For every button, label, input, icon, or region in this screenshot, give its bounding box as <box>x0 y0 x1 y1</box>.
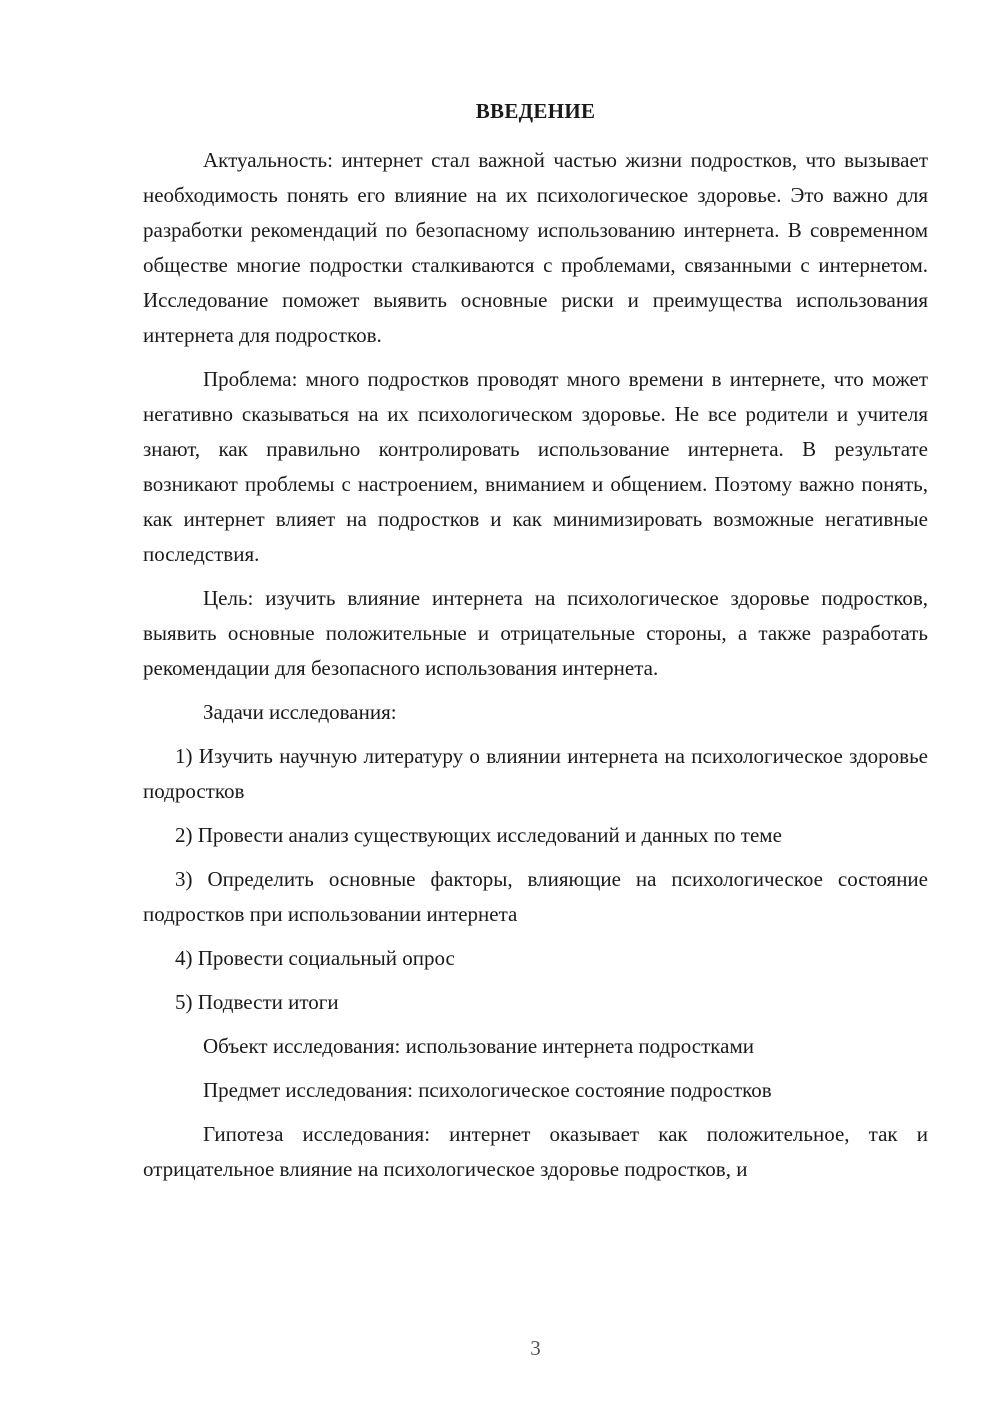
paragraph-hypothesis: Гипотеза исследования: интернет оказывает как положительное, так и отрицательное влияние на психологическое здоровье подростков, и <box>143 1122 928 1181</box>
document-body <box>143 143 928 1187</box>
paragraph-object: Объект исследования: использование интернета подростками <box>203 1034 754 1058</box>
task-item-5: 5) Подвести итоги <box>175 990 339 1014</box>
page-title: ВВЕДЕНИЕ <box>475 99 596 123</box>
page-number: 3 <box>530 1336 541 1360</box>
paragraph-subject: Предмет исследования: психологическое состояние подростков <box>203 1078 772 1102</box>
document-page <box>143 0 928 1414</box>
task-item-1: 1) Изучить научную литературу о влиянии интернета на психологическое здоровье подростков <box>143 744 928 803</box>
paragraph-tasks-heading: Задачи исследования: <box>203 700 397 724</box>
task-item-3: 3) Определить основные факторы, влияющие на психологическое состояние подростков при использовании интернета <box>143 867 928 926</box>
paragraph-problem: Проблема: много подростков проводят много времени в интернете, что может негативно сказываться на их психологическом здоровье. Не все родители и учителя знают, как правильно контролировать использование интернета. В результате возникают проблемы с настроением, вниманием и общением. Поэтому важно понять, как интернет влияет на подростков и как минимизировать возможные негативные последствия. <box>143 367 928 566</box>
task-item-2: 2) Провести анализ существующих исследований и данных по теме <box>175 823 782 847</box>
paragraph-relevance: Актуальность: интернет стал важной частью жизни подростков, что вызывает необходимость понять его влияние на их психологическое здоровье. Это важно для разработки рекомендаций по безопасному использованию интернета. В современном обществе многие подростки сталкиваются с проблемами, связанными с интернетом. Исследование поможет выявить основные риски и преимущества использования интернета для подростков. <box>143 148 928 347</box>
paragraph-goal: Цель: изучить влияние интернета на психологическое здоровье подростков, выявить основные положительные и отрицательные стороны, а также разработать рекомендации для безопасного использования интернета. <box>143 586 928 680</box>
task-item-4: 4) Провести социальный опрос <box>175 946 455 970</box>
